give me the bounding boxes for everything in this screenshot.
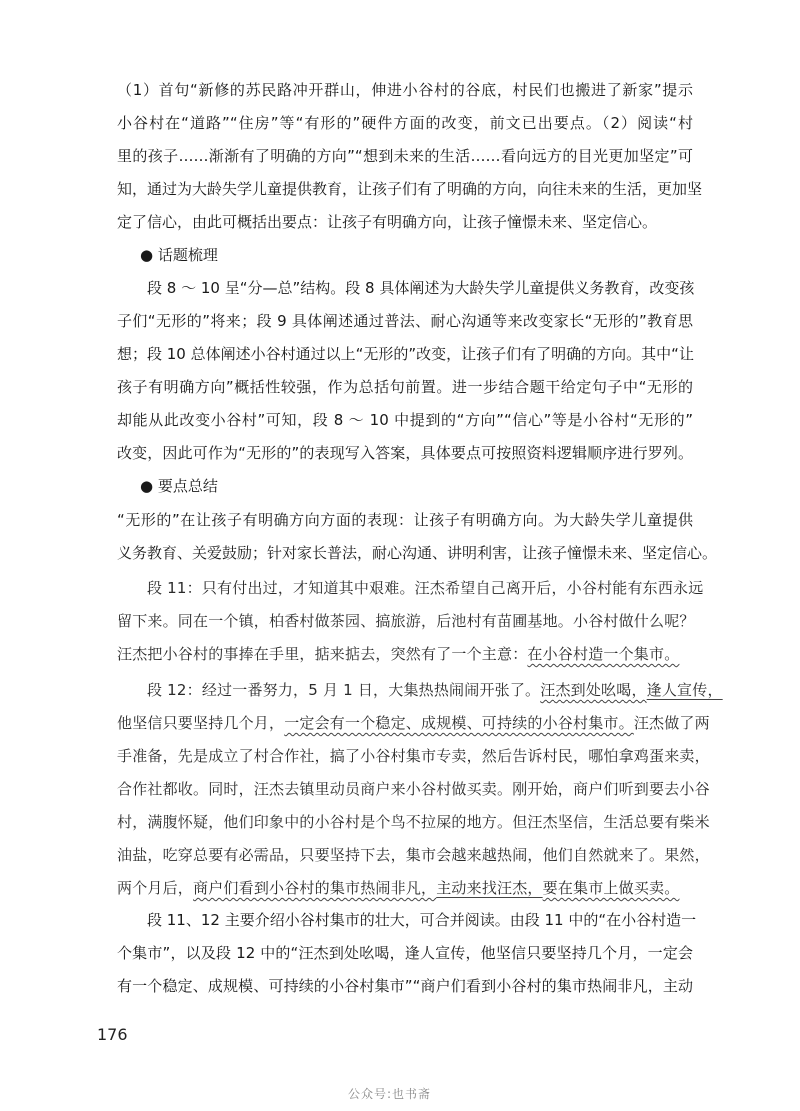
section-heading-summary: ● 要点总结 — [140, 477, 218, 495]
text-line: 改变，因此可作为“无形的”的表现写入答案，具体要点可按照资料逻辑顺序进行罗列。 — [117, 444, 693, 462]
text-line — [117, 644, 693, 677]
underlined-phrase: 逢人宣传， — [646, 681, 723, 699]
text-run: 汪杰做了两 — [633, 714, 710, 732]
text-line — [117, 680, 723, 713]
paragraph-summary — [117, 510, 718, 576]
text-line: 知，通过为大龄失学儿童提供教育，让孩子们有了明确的方向，向往未来的生活，更加坚 — [117, 180, 703, 198]
section-heading-topic: ● 话题梳理 — [140, 246, 218, 264]
footer-watermark: 公众号:也书斋 — [348, 1087, 432, 1101]
text-line: 油盐，吃穿总要有必需品，只要坚持下去，集市会越来越热闹，他们自然就来了。果然， — [117, 846, 710, 864]
text-line: 段 8 ～ 10 呈“分—总”结构。段 8 具体阐述为大龄失学儿童提供义务教育，改变孩 — [147, 279, 695, 297]
text-run: 段 12：经过一番努力，5 月 1 日，大集热热闹闹开张了。 — [147, 681, 541, 699]
page-number: 176 — [97, 1025, 128, 1044]
underlined-phrase: 商户们看到小谷村的集市热闹非凡， — [193, 879, 437, 897]
text-line: 想；段 10 总体阐述小谷村通过以上“无形的”改变，让孩子们有了明确的方向。其中“让 — [117, 345, 694, 363]
paragraph-topic — [117, 278, 693, 476]
text-run: 他坚信只要坚持几个月， — [117, 714, 285, 732]
text-line: 却能从此改变小谷村”可知，段 8 ～ 10 中提到的“方向”“信心”等是小谷村“无形的” — [117, 411, 693, 429]
text-run: 两个月后， — [117, 879, 194, 897]
paragraph-analysis-1 — [117, 80, 703, 245]
text-line: 子们“无形的”将来；段 9 具体阐述通过普法、耐心沟通等来改变家长“无形的”教育思 — [117, 312, 693, 330]
paragraph-analysis-2 — [117, 910, 697, 1009]
text-run: 汪杰把小谷村的事捧在手里，掂来掂去，突然有了一个主意： — [117, 645, 528, 663]
underlined-phrase: 汪杰到处吆喝， — [540, 681, 647, 699]
text-line: 义务教育、关爱鼓励；针对家长普法，耐心沟通、讲明利害，让孩子憧憬未来、坚定信心。 — [117, 544, 718, 562]
underlined-phrase: 一定会有一个稳定、成规模、可持续的小谷村集市。 — [284, 714, 634, 732]
paragraph-source-11 — [117, 578, 704, 677]
underlined-phrase: 要在集市上做买卖。 — [542, 879, 680, 897]
text-line: 个集市”，以及段 12 中的“汪杰到处吆喝，逢人宣传，他坚信只要坚持几个月，一定会 — [117, 944, 693, 962]
text-line: 段 11：只有付出过，才知道其中艰难。汪杰希望自己离开后，小谷村能有东西永远 — [147, 579, 704, 597]
text-line: 合作社都收。同时，汪杰去镇里动员商户来小谷村做买卖。刚开始，商户们听到要去小谷 — [117, 780, 710, 798]
text-line: 有一个稳定、成规模、可持续的小谷村集市”“商户们看到小谷村的集市热闹非凡，主动 — [117, 977, 693, 995]
underlined-phrase: 主动来找汪杰， — [436, 879, 543, 897]
text-line: 段 11、12 主要介绍小谷村集市的壮大，可合并阅读。由段 11 中的“在小谷村造一 — [147, 911, 697, 929]
text-line: （1）首句“新修的苏民路冲开群山，伸进小谷村的谷底，村民们也搬进了新家”提示 — [117, 81, 693, 99]
text-line — [117, 878, 693, 911]
text-line: 里的孩子……渐渐有了明确的方向”“想到未来的生活……看向远方的目光更加坚定”可 — [117, 147, 693, 165]
text-line: 小谷村在“道路”“住房”等“有形的”硬件方面的改变，前文已出要点。（2）阅读“村 — [117, 114, 693, 132]
underlined-phrase: 在小谷村造一个集市。 — [527, 645, 680, 663]
text-line: 村，满腹怀疑，他们印象中的小谷村是个鸟不拉屎的地方。但汪杰坚信，生活总要有柴米 — [117, 813, 710, 831]
text-line: 定了信心，由此可概括出要点：让孩子有明确方向，让孩子憧憬未来、坚定信心。 — [117, 213, 658, 231]
text-line: 手准备，先是成立了村合作社，搞了小谷村集市专卖，然后告诉村民，哪怕拿鸡蛋来卖， — [117, 747, 710, 765]
text-line: 孩子有明确方向”概括性较强，作为总括句前置。进一步结合题干给定句子中“无形的 — [117, 378, 693, 396]
text-line — [117, 713, 710, 746]
text-line: “无形的”在让孩子有明确方向方面的表现：让孩子有明确方向。为大龄失学儿童提供 — [117, 511, 693, 529]
paragraph-source-12 — [117, 680, 723, 911]
text-line: 留下来。同在一个镇，柏香村做茶园、搞旅游，后池村有苗圃基地。小谷村做什么呢？ — [117, 612, 695, 630]
